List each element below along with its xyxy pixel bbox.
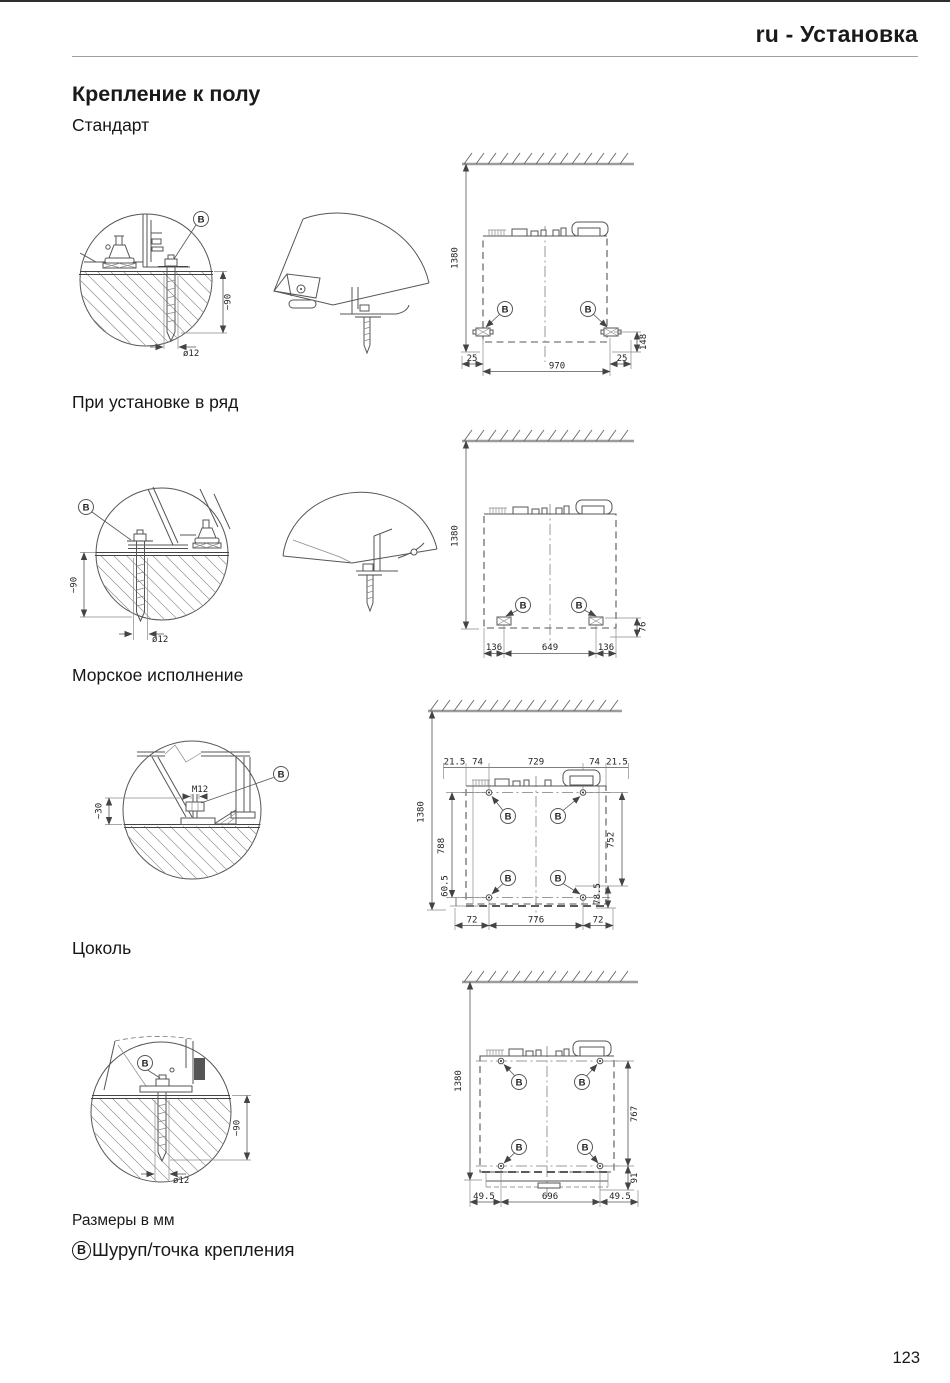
callout-b-label: B (519, 600, 527, 612)
dim-left (437, 793, 485, 907)
dim-height (451, 441, 480, 629)
dim-label-side: 148 (639, 333, 649, 351)
page-header: ru - Установка (755, 21, 918, 47)
callout-b-label: B (141, 1058, 149, 1070)
page-top-edge (0, 0, 950, 2)
dim-label: 21.5 (443, 757, 466, 768)
dim-label-hole: ø12 (183, 349, 200, 359)
legend-b-icon: B (72, 1241, 91, 1260)
dim-hole-diameter (141, 1174, 189, 1186)
dim-label-center: 649 (541, 643, 559, 653)
callout-b-top-right (551, 797, 581, 824)
dimensions-note: Размеры в мм (72, 1212, 175, 1229)
dim-label-right: 49.5 (609, 1192, 631, 1202)
callout-b-label: B (277, 769, 285, 781)
center-lines (476, 1046, 618, 1198)
dim-label: 767 (630, 1105, 640, 1123)
diagram-marine (0, 690, 950, 935)
diagram-row-install (0, 418, 950, 658)
callout-b-top-left (492, 797, 516, 824)
dim-label-center: 776 (527, 915, 545, 926)
callout-b-top-right (575, 1065, 598, 1090)
dim-label-left: 72 (466, 915, 478, 926)
mount-foot-left (473, 328, 493, 336)
plan-view-marine (417, 700, 629, 930)
floor-line (91, 1096, 231, 1099)
detail-view-marine (66, 741, 328, 906)
floor-hatch (66, 826, 328, 906)
callout-b-bottom-left (504, 1140, 527, 1164)
callout-b (79, 500, 132, 541)
page-title: Крепление к полу (72, 82, 261, 106)
callout-b-label: B (501, 304, 509, 316)
dim-side (605, 618, 649, 637)
center-lines (462, 776, 610, 918)
plan-view-plinth (454, 971, 640, 1207)
dim-hole-diameter (150, 347, 199, 359)
dim-label-height: 1380 (450, 525, 461, 547)
callout-b-bottom-left (492, 871, 516, 895)
callout-b-right (581, 302, 608, 328)
dim-label-left: 136 (485, 643, 503, 653)
dim-label-left: 49.5 (473, 1192, 495, 1202)
detail-view-row-install (36, 487, 298, 645)
callout-b-bottom-right (551, 871, 581, 895)
dim-label-depth: ~30 (94, 802, 105, 820)
dim-label-height: 1380 (450, 247, 461, 269)
diagram-plinth (0, 960, 950, 1210)
machine-top-components (488, 222, 608, 236)
callout-b-left (486, 302, 513, 328)
callout-b-left (506, 598, 531, 617)
legend (72, 1239, 295, 1261)
callout-b (174, 212, 209, 260)
dim-right (575, 793, 628, 909)
callout-b-label: B (197, 214, 205, 226)
mount-foot-right (589, 617, 603, 625)
page-number: 123 (892, 1349, 920, 1367)
dim-height (451, 164, 481, 352)
callout-b-label: B (515, 1077, 523, 1089)
ceiling-hatch (464, 971, 628, 982)
callout-b-label: B (82, 502, 90, 514)
dim-label: 78.5 (593, 883, 603, 905)
mount-foot-left (497, 617, 511, 625)
stud-m12 (181, 794, 215, 825)
dim-label: 74 (472, 757, 483, 768)
dim-label: 21.5 (606, 757, 628, 768)
ceiling-hatch (430, 700, 618, 711)
section-label-standard: Стандарт (72, 115, 150, 135)
dim-label-thread: M12 (191, 785, 209, 795)
section-label-marine: Морское исполнение (72, 665, 244, 685)
plan-view-row-install (451, 430, 649, 658)
floor-hatch (34, 1098, 301, 1183)
dim-label-hole: ø12 (152, 635, 169, 645)
callout-b-label: B (578, 1077, 586, 1089)
cabinet-sketch (104, 1036, 205, 1092)
dim-label-right: 72 (592, 915, 604, 926)
dim-label-center: 696 (541, 1192, 559, 1202)
section-label-row-install: При установке в ряд (72, 392, 239, 412)
dim-depth (95, 798, 181, 825)
callout-b-label: B (504, 811, 512, 823)
callout-b-label: B (504, 873, 512, 885)
callout-b (138, 1056, 161, 1079)
dim-label-side: 76 (638, 621, 649, 633)
section-label-plinth: Цоколь (72, 938, 132, 958)
dim-height (454, 982, 482, 1180)
dim-label-height: 1380 (416, 801, 427, 823)
callout-b-top-left (504, 1065, 527, 1090)
callout-b-label: B (575, 600, 583, 612)
dim-label-left: 25 (466, 354, 478, 364)
callout-b-right (572, 598, 597, 617)
detail-view-standard (20, 212, 287, 360)
dim-label-right: 136 (597, 643, 615, 653)
legend-text: Шуруп/точка крепления (92, 1239, 295, 1260)
detail-view-plinth (34, 1036, 301, 1186)
callout-b-label: B (554, 873, 562, 885)
screw-anchor (127, 530, 153, 640)
dim-label-height: 1380 (454, 1070, 464, 1092)
callout-b (201, 767, 289, 804)
callout-b-label: B (515, 1142, 523, 1154)
dim-label-depth: ~90 (69, 576, 80, 594)
dim-label: 729 (527, 757, 545, 768)
dim-label-depth: ~90 (232, 1119, 243, 1137)
3d-view-standard (274, 213, 429, 353)
dim-label: 788 (437, 837, 447, 855)
floor-line (95, 553, 229, 556)
dim-label-center: 970 (548, 361, 566, 372)
ceiling-hatch (464, 430, 628, 441)
dim-thread (183, 785, 208, 799)
header-divider (72, 56, 918, 57)
dim-bottom (462, 338, 631, 376)
callout-b-label: B (581, 1142, 589, 1154)
dim-label: 60.5 (440, 875, 451, 897)
dim-label-hole: ø12 (173, 1176, 190, 1186)
dim-hole-diameter (119, 634, 168, 645)
plan-view-standard (451, 153, 650, 376)
callout-b-label: B (554, 811, 562, 823)
3d-view-row-install (283, 492, 437, 611)
dim-label: 91 (630, 1172, 640, 1184)
dim-right (600, 1061, 640, 1190)
dim-label-right: 25 (616, 354, 628, 364)
dim-label: 74 (589, 757, 600, 768)
floor-hatch (36, 556, 298, 636)
ceiling-hatch (464, 153, 628, 164)
diagram-standard (0, 145, 950, 390)
dim-label-depth: ~90 (223, 293, 234, 311)
floor-hatch (20, 272, 287, 357)
callout-b-bottom-right (578, 1140, 599, 1164)
callout-b-label: B (584, 304, 592, 316)
dim-label: 752 (606, 831, 617, 849)
machine-top-components (486, 1041, 611, 1056)
machine-top-components (489, 500, 612, 514)
